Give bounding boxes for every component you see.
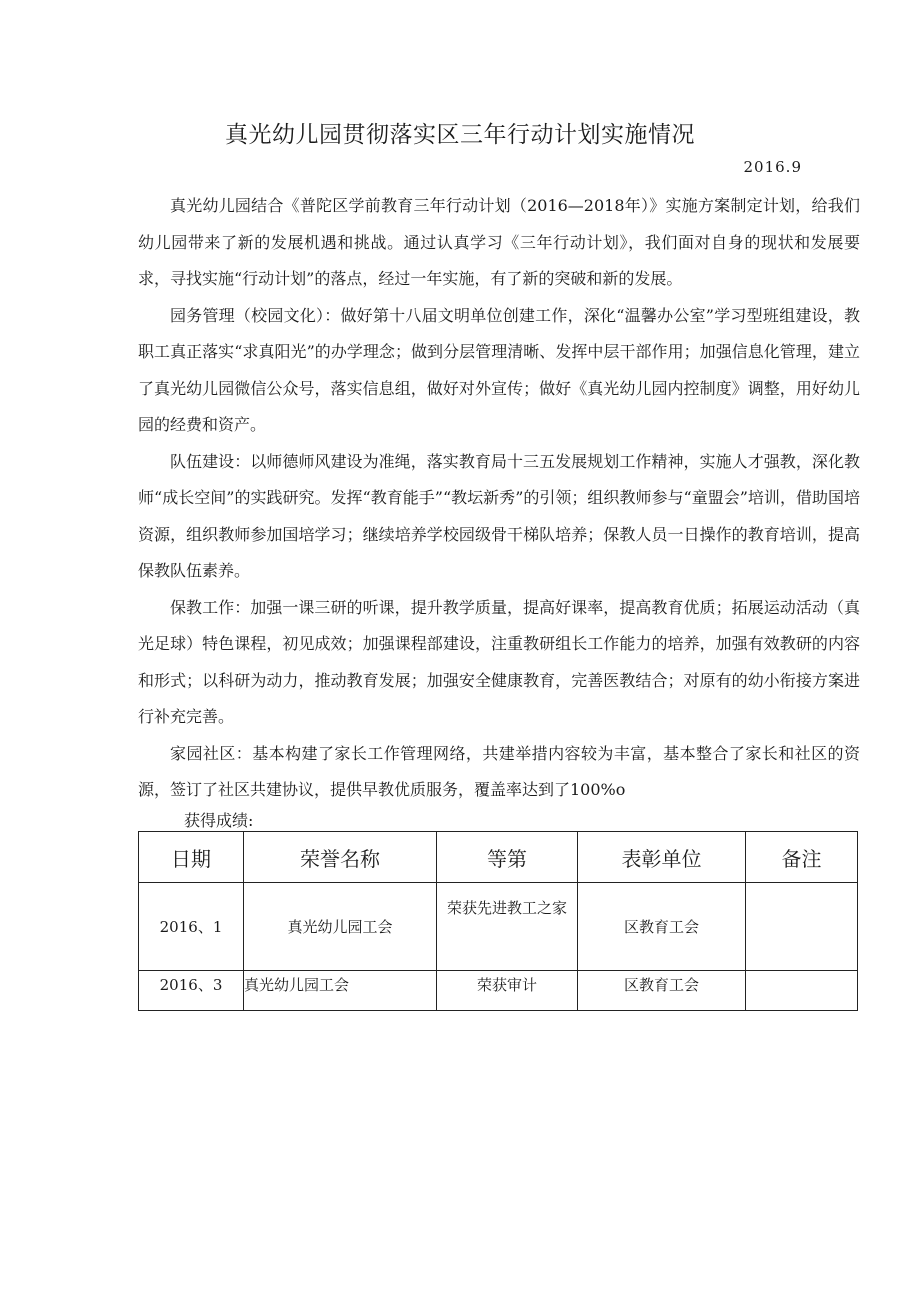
document-body [138,188,860,809]
cell-issuing-unit: 区教育工会 [578,883,746,971]
header-honor-name: 荣誉名称 [244,832,437,883]
header-issuing-unit: 表彰单位 [578,832,746,883]
cell-remarks [746,883,858,971]
awards-heading: 获得成绩: [184,811,254,830]
paragraph-intro: 真光幼儿园结合《普陀区学前教育三年行动计划（2016—2018年）》实施方案制定计划，给我们幼儿园带来了新的发展机遇和挑战。通过认真学习《三年行动计划》，我们面对自身的现状和发展要求，寻找实施“行动计划”的落点，经过一年实施，有了新的突破和新的发展。 [138,196,860,288]
cell-level: 荣获先进教工之家 [437,883,578,971]
cell-honor-name: 真光幼儿园工会 [244,883,437,971]
cell-date: 2016、3 [139,971,244,1011]
table-header-row [139,832,858,883]
table-row [139,971,858,1011]
cell-level: 荣获审计 [437,971,578,1011]
document-date: 2016.9 [743,158,802,176]
awards-table [138,831,858,1011]
cell-date: 2016、1 [139,883,244,971]
cell-issuing-unit: 区教育工会 [578,971,746,1011]
header-remarks: 备注 [746,832,858,883]
document-title: 真光幼儿园贯彻落实区三年行动计划实施情况 [225,122,695,148]
paragraph-management: 园务管理（校园文化）：做好第十八届文明单位创建工作，深化“温馨办公室”学习型班组建设，教职工真正落实“求真阳光”的办学理念；做到分层管理清晰、发挥中层干部作用；加强信息化管理，建立了真光幼儿园微信公众号，落实信息组，做好对外宣传；做好《真光幼儿园内控制度》调整，用好幼儿园的经费和资产。 [138,305,860,434]
paragraph-education-work: 保教工作：加强一课三研的听课，提升教学质量，提高好课率，提高教育优质；拓展运动活动（真光足球）特色课程，初见成效；加强课程部建设，注重教研组长工作能力的培养，加强有效教研的内容和形式；以科研为动力，推动教育发展；加强安全健康教育，完善医教结合；对原有的幼小衔接方案进行补充完善。 [138,597,860,726]
paragraph-community: 家园社区：基本构建了家长工作管理网络，共建举措内容较为丰富，基本整合了家长和社区的资源，签订了社区共建协议，提供早教优质服务，覆盖率达到了100%o [138,743,860,799]
paragraph-team-building: 队伍建设：以师德师风建设为准绳，落实教育局十三五发展规划工作精神，实施人才强教，深化教师“成长空间”的实践研究。发挥“教育能手”“教坛新秀”的引领；组织教师参与“童盟会”培训，借助国培资源，组织教师参加国培学习；继续培养学校园级骨干梯队培养；保教人员一日操作的教育培训，提高保教队伍素养。 [138,451,860,580]
cell-honor-name: 真光幼儿园工会 [244,971,437,1011]
header-date: 日期 [139,832,244,883]
header-level: 等第 [437,832,578,883]
cell-remarks [746,971,858,1011]
table-row [139,883,858,971]
